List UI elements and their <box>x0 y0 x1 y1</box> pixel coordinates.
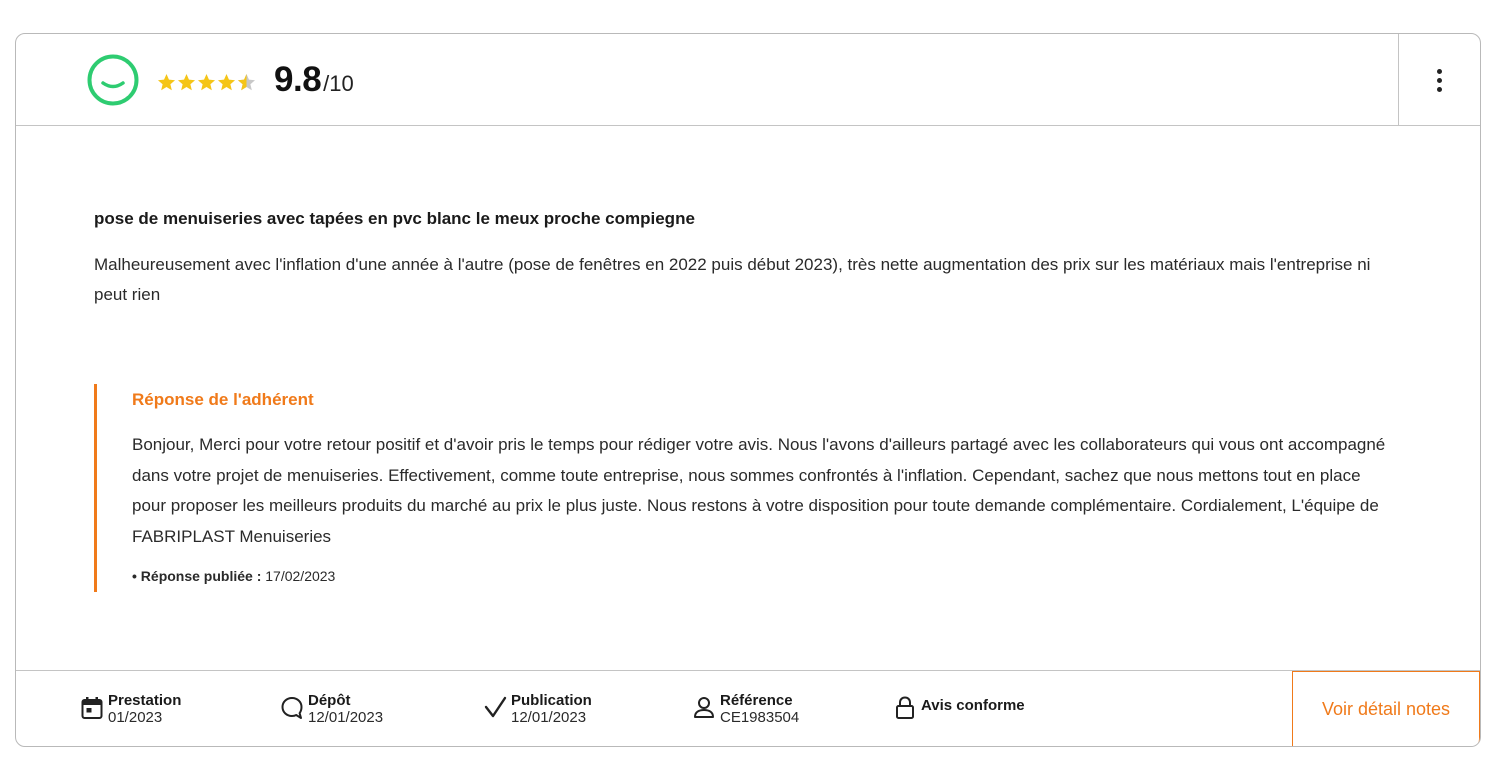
meta-publication-value: 12/01/2023 <box>511 709 587 726</box>
user-icon <box>692 695 716 721</box>
star-icon <box>217 73 236 92</box>
lock-icon <box>893 695 917 721</box>
meta-prestation <box>80 692 181 727</box>
half-star-icon <box>237 73 256 92</box>
kebab-menu-icon <box>1437 69 1442 74</box>
star-icon <box>177 73 196 92</box>
meta-prestation-label: Prestation <box>108 692 182 709</box>
meta-reference-value: CE1983504 <box>720 709 800 726</box>
review-body: Malheureusement avec l'inflation d'une année à l'autre (pose de fenêtres en 2022 puis début 2023), très nette augmentation des prix sur les matériaux mais l'entreprise ni peut rien <box>94 255 1371 304</box>
meta-depot-label: Dépôt <box>308 692 351 709</box>
score-value: 9.8 <box>274 60 322 99</box>
more-options-button[interactable] <box>1398 34 1480 126</box>
view-rating-details-button[interactable]: Voir détail notes <box>1292 671 1480 747</box>
meta-prestation-value: 01/2023 <box>108 709 163 726</box>
meta-publication-label: Publication <box>511 692 592 709</box>
star-icon <box>157 73 176 92</box>
response-title: Réponse de l'adhérent <box>132 390 314 409</box>
review-title: pose de menuiseries avec tapées en pvc blanc le meux proche compiegne <box>94 209 695 228</box>
meta-publication <box>483 692 592 727</box>
speech-bubble-icon <box>280 695 304 721</box>
score-max: /10 <box>323 71 354 96</box>
meta-depot-value: 12/01/2023 <box>308 709 384 726</box>
smiley-icon <box>86 53 140 107</box>
meta-reference-label: Référence <box>720 692 793 709</box>
meta-conforme <box>893 692 1025 721</box>
meta-conforme-label: Avis conforme <box>921 697 1025 714</box>
review-card <box>15 33 1481 747</box>
review-footer <box>16 670 1480 747</box>
star-icon <box>197 73 216 92</box>
calendar-icon <box>80 695 104 721</box>
checkmark-icon <box>483 695 507 721</box>
response-date-value: 17/02/2023 <box>265 568 336 584</box>
member-response <box>94 384 1394 592</box>
star-rating <box>157 73 256 92</box>
score <box>274 60 354 100</box>
response-body: Bonjour, Merci pour votre retour positif et d'avoir pris le temps pour rédiger votre avis. Nous l'avons d'ailleurs partagé avec les collaborateurs qui vous ont accompagné dans votre projet de menuiseries. Effectivement, comme toute entreprise, nous sommes confrontés à l'inflation. Cependant, sachez que nous mettons tout en place pour proposer les meilleurs produits du marché au prix le plus juste. Nous restons à votre disposition pour toute demande complémentaire. Cordialement, L'équipe de FABRIPLAST Menuiseries <box>132 435 1386 546</box>
review-header <box>16 34 1480 126</box>
kebab-menu-icon <box>1437 87 1442 92</box>
meta-reference <box>692 692 799 727</box>
meta-depot <box>280 692 383 727</box>
response-date-label: • Réponse publiée : <box>132 568 262 584</box>
kebab-menu-icon <box>1437 78 1442 83</box>
response-date <box>132 568 335 584</box>
